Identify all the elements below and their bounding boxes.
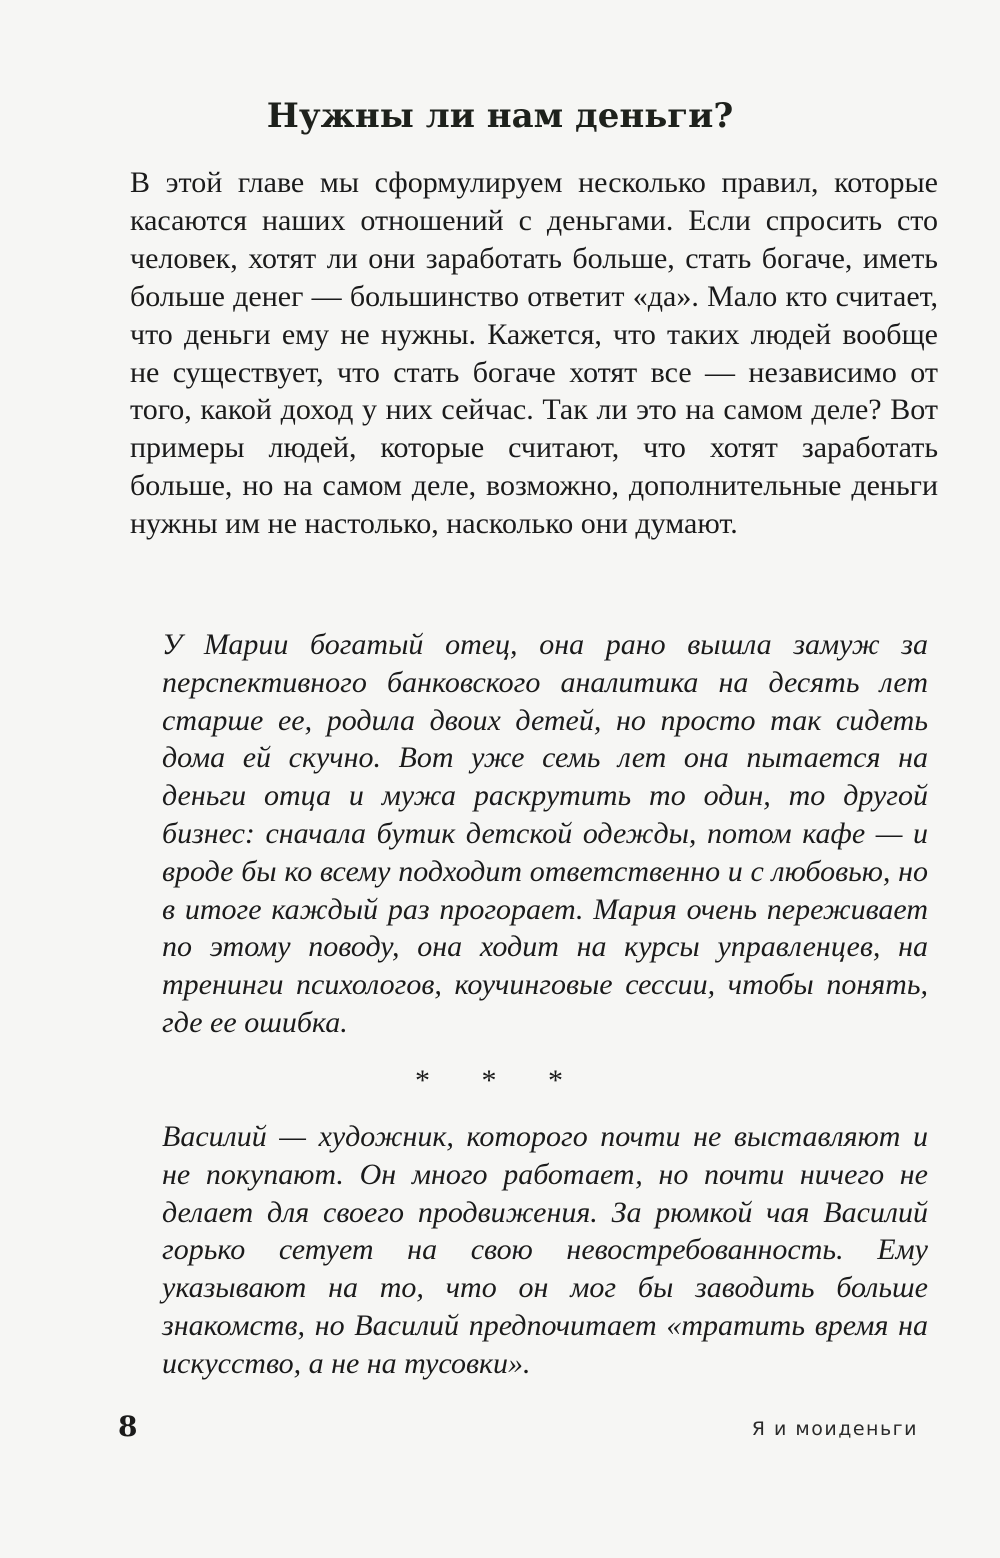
example-maria: У Марии богатый отец, она рано вышла замуж за перспективного банковского аналитика на десять лет старше ее, родила двоих детей, но просто так сидеть дома ей скучно. Вот уже семь лет она пытается на деньги отца и мужа раскрутить то один, то другой бизнес: сначала бутик детской одежды, потом кафе — и вроде бы ко всему подходит ответственно и с любовью, но в итоге каждый раз прогорает. Мария очень переживает по этому поводу, она ходит на курсы управленцев, на тренинги психологов, коучинговые сессии, чтобы понять, где ее ошибка. — [162, 628, 928, 1039]
chapter-heading: Нужны ли нам деньги? — [266, 96, 734, 136]
example-vasily: Василий — художник, которого почти не выставляют и не покупают. Он много работает, но почти ничего не делает для своего продвижения. За рюмкой чая Василий горько сетует на свою невостребованность. Ему указывают на то, что он мог бы заводить больше знакомств, но Василий предпочитает «тратить время на искусство, а не на тусовки». — [162, 1120, 928, 1380]
section-separator: * * * — [415, 1064, 585, 1097]
intro-paragraph: В этой главе мы сформулируем несколько правил, которые касаются наших отношений с деньгами. Если спросить сто человек, хотят ли они заработать больше, стать богаче, иметь больше денег — большинство ответит «да». Мало кто считает, что деньги ему не нужны. Кажется, что таких людей вообще не существует, что стать богаче хотят все — независимо от того, какой доход у них сейчас. Так ли это на самом деле? Вот примеры людей, которые считают, что хотят заработать больше, но на самом деле, возможно, дополнительные деньги нужны им не настолько, насколько они думают. — [130, 166, 938, 541]
page-number: 8 — [118, 1410, 138, 1443]
running-book-title: Я и моиденьги — [751, 1418, 918, 1440]
